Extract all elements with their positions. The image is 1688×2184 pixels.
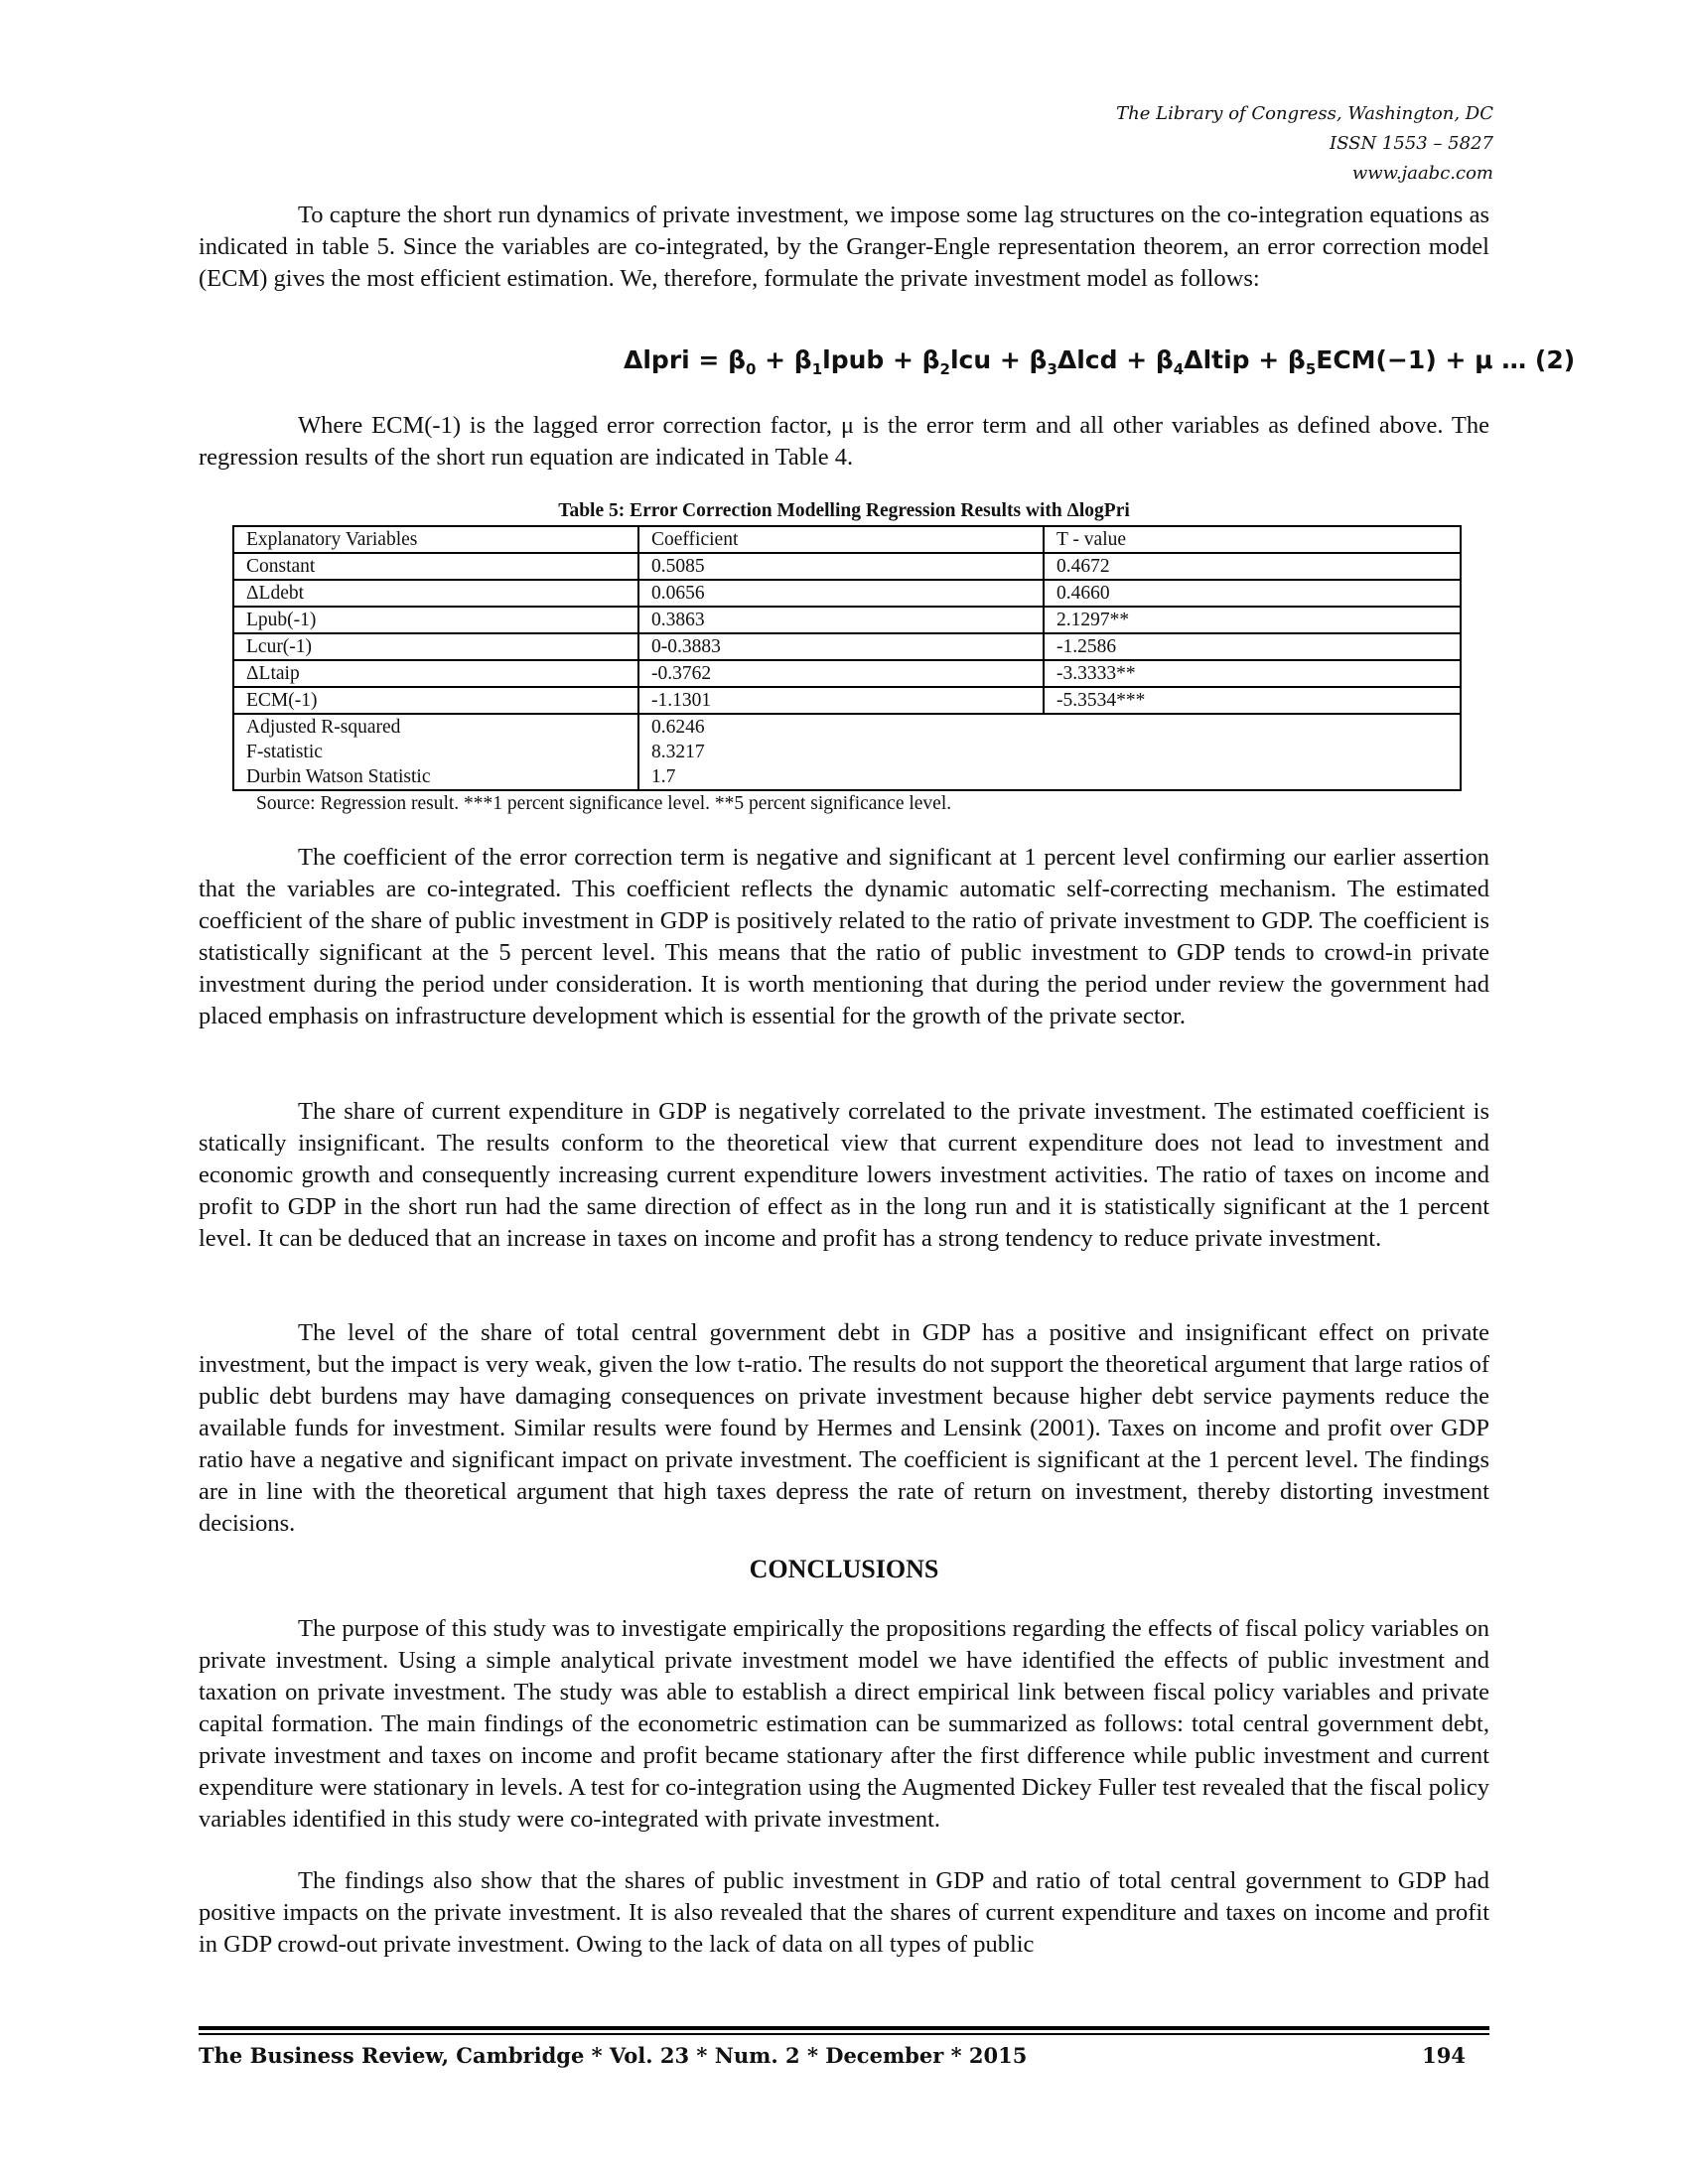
table-cell: 2.1297** [1044,607,1461,633]
stats-empty [1044,764,1461,790]
table-cell: Constant [233,553,638,580]
paragraph-short-run-dynamics: To capture the short run dynamics of private investment, we impose some lag structures on the co-integration equations as indicated in table 5. Since the variables are co-integrated, by the Granger-Engle representation theorem, an error correction model (ECM) gives the most efficient estimation. We, therefore, formulate the private investment model as follows: [199,202,1489,292]
table-cell: ΔLdebt [233,580,638,607]
table-stats-row [233,740,1461,764]
table-row [233,687,1461,714]
table-cell: -3.3333** [1044,660,1461,687]
table-header-cell: Coefficient [638,526,1044,553]
paragraph-conclusions-purpose: The purpose of this study was to investigate empirically the propositions regarding the effects of fiscal policy variables on private investment. Using a simple analytical private investment model we have identified the effects of public investment and taxation on private investment. The study was able to establish a direct empirical link between fiscal policy variables and private capital formation. The main findings of the econometric estimation can be summarized as follows: total central government debt, private investment and taxes on income and profit became stationary after the first difference while public investment and current expenditure were stationary in levels. A test for co-integration using the Augmented Dickey Fuller test revealed that the fiscal policy variables identified in this study were co-integrated with private investment. [199,1615,1489,1833]
table-row [233,660,1461,687]
table-cell: 0.3863 [638,607,1044,633]
stats-value: 8.3217 [638,740,1044,764]
section-heading-conclusions: CONCLUSIONS [749,1555,939,1583]
stats-label: F-statistic [233,740,638,764]
page-number: 194 [1422,2043,1466,2068]
table-stats-row [233,714,1461,740]
table-cell: -1.2586 [1044,633,1461,660]
stats-value: 1.7 [638,764,1044,790]
paragraph-ecm-definition: Where ECM(-1) is the lagged error correction factor, μ is the error term and all other variables as defined above. The regression results of the short run equation are indicated in Table 4. [199,412,1489,471]
table-cell: ECM(-1) [233,687,638,714]
paragraph-current-expenditure: The share of current expenditure in GDP is negatively correlated to the private investment. The estimated coefficient is statically insignificant. The results conform to the theoretical view that current expenditure does not lead to investment and economic growth and consequently increasing current expenditure lowers investment activities. The ratio of taxes on income and profit to GDP in the short run had the same direction of effect as in the long run and it is statistically significant at the 1 percent level. It can be deduced that an increase in taxes on income and profit has a strong tendency to reduce private investment. [199,1098,1489,1252]
table-cell: 0.5085 [638,553,1044,580]
table-cell: ΔLtaip [233,660,638,687]
table-cell: -1.1301 [638,687,1044,714]
table-row [233,580,1461,607]
table-cell: 0-0.3883 [638,633,1044,660]
paragraph-error-correction: The coefficient of the error correction term is negative and significant at 1 percent level confirming our earlier assertion that the variables are co-integrated. This coefficient reflects the dynamic automatic self-correcting mechanism. The estimated coefficient of the share of public investment in GDP is positively related to the ratio of private investment to GDP. The coefficient is statistically significant at the 5 percent level. This means that the ratio of public investment to GDP tends to crowd-in private investment during the period under consideration. It is worth mentioning that during the period under review the government had placed emphasis on infrastructure development which is essential for the growth of the private sector. [199,844,1489,1029]
table-cell: Lpub(-1) [233,607,638,633]
stats-empty [1044,740,1461,764]
paragraph-conclusions-findings: The findings also show that the shares of public investment in GDP and ratio of total central government to GDP had positive impacts on the private investment. It is also revealed that the shares of current expenditure and taxes on income and profit in GDP crowd-out private investment. Owing to the lack of data on all types of public [199,1867,1489,1958]
running-header [1116,99,1493,189]
stats-label: Adjusted R-squared [233,714,638,740]
running-footer [199,2043,1489,2068]
footer-journal: The Business Review, Cambridge * Vol. 23 * Num. 2 * December * 2015 [199,2043,1028,2068]
table-stats-row [233,764,1461,790]
stats-label: Durbin Watson Statistic [233,764,638,790]
table-cell: Lcur(-1) [233,633,638,660]
header-website: www.jaabc.com [1351,163,1493,184]
regression-results-table [232,525,1462,791]
table-header-cell: T - value [1044,526,1461,553]
table-header-row [233,526,1461,553]
table-cell: 0.0656 [638,580,1044,607]
footer-rule-thin [199,2033,1489,2035]
table-header-cell: Explanatory Variables [233,526,638,553]
table-cell: 0.4660 [1044,580,1461,607]
footer-rule-thick [199,2026,1489,2030]
table-source-note: Source: Regression result. ***1 percent significance level. **5 percent significance level. [256,793,952,814]
table-row [233,553,1461,580]
stats-value: 0.6246 [638,714,1044,740]
table-caption: Table 5: Error Correction Modelling Regression Results with ΔlogPri [558,500,1130,521]
header-publisher: The Library of Congress, Washington, DC [1116,103,1493,124]
ecm-equation: Δlpri = $\beta_0$ + $\beta_1lpub + \beta_2lcu + \beta_3\Delta lcd$ + $\beta_4\Delta ltip + \beta_5ECM(-1) + \mu$ … (2) [624,345,1576,378]
table-cell: -5.3534*** [1044,687,1461,714]
header-issn: ISSN 1553 – 5827 [1330,133,1493,154]
paragraph-government-debt: The level of the share of total central government debt in GDP has a positive and insignificant effect on private investment, but the impact is very weak, given the low t-ratio. The results do not support the theoretical argument that large ratios of public debt burdens may have damaging consequences on private investment because higher debt service payments reduce the available funds for investment. Similar results were found by Hermes and Lensink (2001). Taxes on income and profit over GDP ratio have a negative and significant impact on private investment. The coefficient is significant at the 1 percent level. The findings are in line with the theoretical argument that high taxes depress the rate of return on investment, thereby distorting investment decisions. [199,1319,1489,1537]
table-row [233,633,1461,660]
table-cell: -0.3762 [638,660,1044,687]
stats-empty [1044,714,1461,740]
table-cell: 0.4672 [1044,553,1461,580]
table-row [233,607,1461,633]
